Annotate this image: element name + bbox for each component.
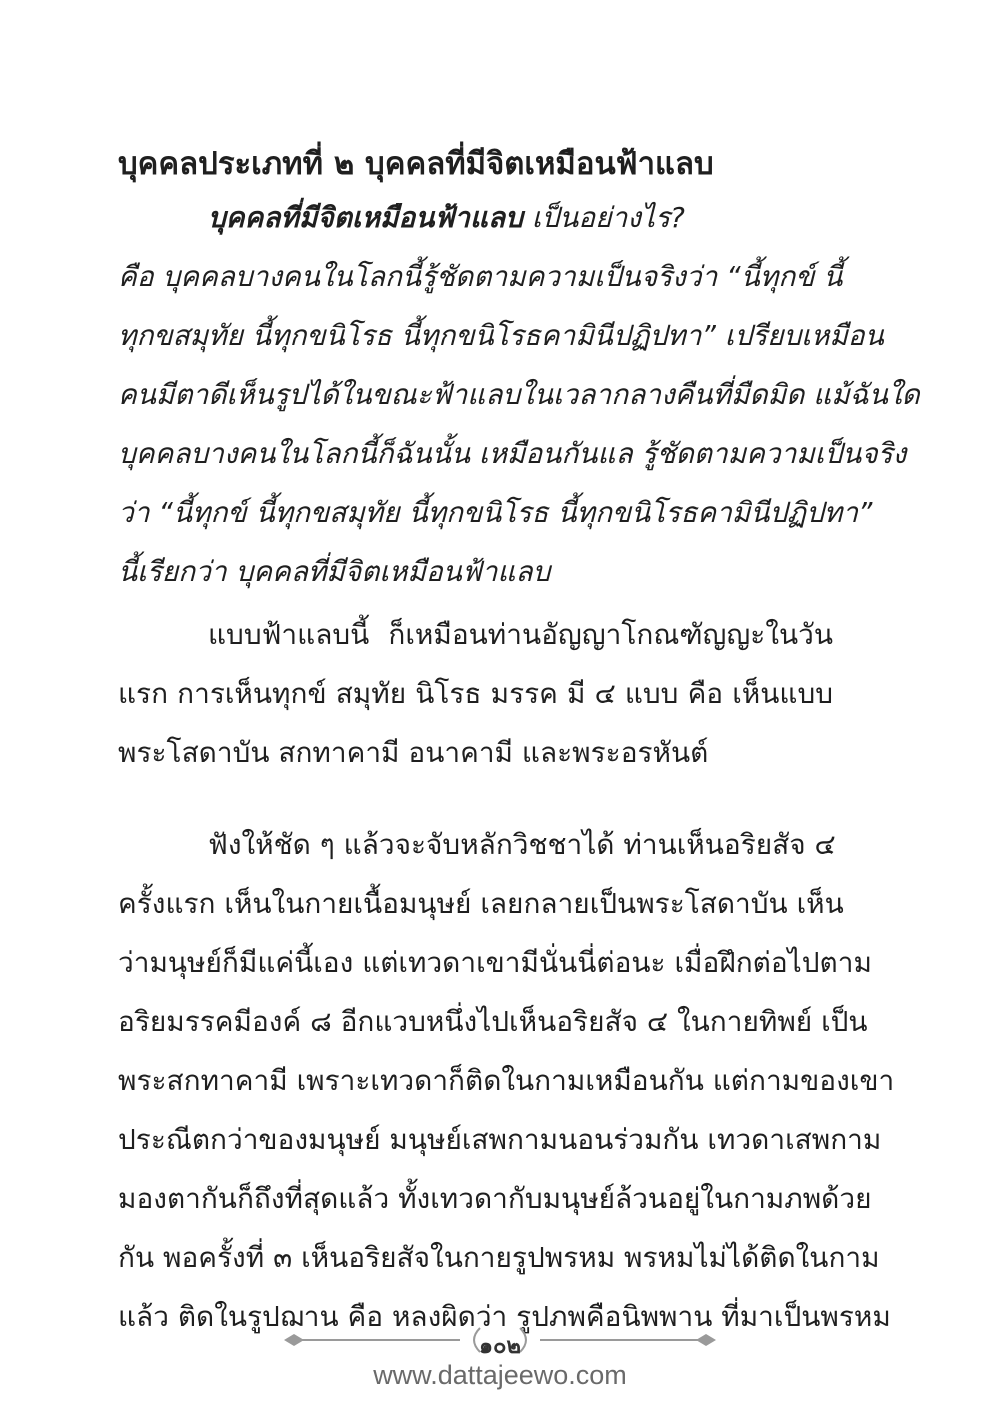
definition-term: บุคคลที่มีจิตเหมือนฟ้าแลบ xyxy=(208,201,523,234)
text-line: อริยมรรคมีองค์ ๘ อีกแวบหนึ่งไปเห็นอริยสัจ ๔ ในกายทิพย์ เป็น xyxy=(118,1005,868,1038)
page-footer xyxy=(0,1320,1000,1410)
text-line: พระสกทาคามี เพราะเทวดาก็ติดในกามเหมือนกัน แต่กามของเขา xyxy=(118,1064,895,1097)
text-line: ทุกขสมุทัย นี้ทุกขนิโรธ นี้ทุกขนิโรธคามินีปฏิปทา” เปรียบเหมือน xyxy=(118,319,884,352)
website-url: www.dattajeewo.com xyxy=(373,1360,627,1390)
text-line: แล้ว ติดในรูปฌาน คือ หลงผิดว่า รูปภพคือนิพพาน ที่มาเป็นพรหม xyxy=(118,1300,891,1333)
text-line: บุคคลบางคนในโลกนี้ก็ฉันนั้น เหมือนกันแล รู้ชัดตามความเป็นจริง xyxy=(118,437,907,470)
body-paragraph xyxy=(118,815,895,1346)
text-line: ว่ามนุษย์ก็มีแค่นี้เอง แต่เทวดาเขามีนั่นนี่ต่อนะ เมื่อฝึกต่อไปตาม xyxy=(118,946,872,979)
text-line: คือ บุคคลบางคนในโลกนี้รู้ชัดตามความเป็นจริงว่า “นี้ทุกข์ นี้ xyxy=(118,260,843,293)
text-line: คนมีตาดีเห็นรูปได้ในขณะฟ้าแลบในเวลากลางคืนที่มืดมิด แม้ฉันใด xyxy=(118,378,920,411)
text-line: ฟังให้ชัด ๆ แล้วจะจับหลักวิชชาได้ ท่านเห็นอริยสัจ ๔ xyxy=(208,828,836,861)
body-paragraph xyxy=(118,605,833,782)
text-line: ประณีตกว่าของมนุษย์ มนุษย์เสพกามนอนร่วมกัน เทวดาเสพกาม xyxy=(118,1123,882,1156)
definition-question xyxy=(118,188,833,247)
text-line: แรก การเห็นทุกข์ สมุทัย นิโรธ มรรค มี ๔ แบบ คือ เห็นแบบ xyxy=(118,677,833,710)
text-line: แบบฟ้าแลบนี้ ก็เหมือนท่านอัญญาโกณฑัญญะในวัน xyxy=(208,618,833,651)
text-line: ครั้งแรก เห็นในกายเนื้อมนุษย์ เลยกลายเป็นพระโสดาบัน เห็น xyxy=(118,887,844,920)
definition-paragraph xyxy=(118,188,920,601)
text-line: ว่า “นี้ทุกข์ นี้ทุกขสมุทัย นี้ทุกขนิโรธ นี้ทุกขนิโรธคามินีปฏิปทา” xyxy=(118,496,873,529)
definition-question-rest: เป็นอย่างไร? xyxy=(522,201,685,234)
text-line: กัน พอครั้งที่ ๓ เห็นอริยสัจในกายรูปพรหม พรหมไม่ได้ติดในกาม xyxy=(118,1241,880,1274)
text-line: พระโสดาบัน สกทาคามี อนาคามี และพระอรหันต์ xyxy=(118,736,709,769)
text-line: มองตากันก็ถึงที่สุดแล้ว ทั้งเทวดากับมนุษย์ล้วนอยู่ในกามภพด้วย xyxy=(118,1182,872,1215)
section-heading: บุคคลประเภทที่ ๒ บุคคลที่มีจิตเหมือนฟ้าแลบ xyxy=(118,146,714,182)
text-line: นี้เรียกว่า บุคคลที่มีจิตเหมือนฟ้าแลบ xyxy=(118,555,551,588)
page-number: ๑๐๒ xyxy=(479,1334,521,1359)
